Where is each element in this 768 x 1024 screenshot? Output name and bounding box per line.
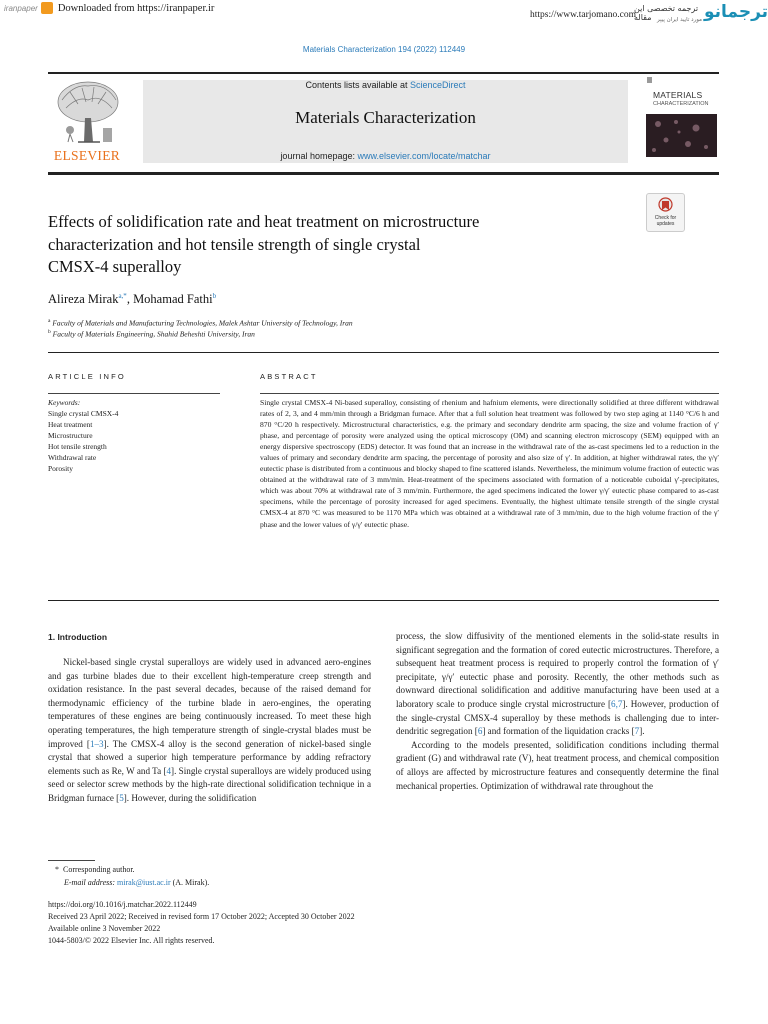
article-title [48,211,608,279]
header-top-rule [48,72,719,74]
introduction-heading: 1. Introduction [48,632,108,642]
cover-title: MATERIALS [653,90,703,100]
title-line: characterization and hot tensile strength of single crystal [48,234,421,254]
tarjomano-url[interactable]: https://www.tarjomano.com [530,10,636,20]
email-line [64,878,209,887]
journal-homepage-link[interactable]: www.elsevier.com/locate/matchar [357,151,491,161]
article-info-rule [48,393,220,394]
bookmark-icon [658,197,673,214]
abstract-bottom-rule [48,600,719,601]
citation-link[interactable]: 6,7 [611,698,623,709]
section-divider [48,352,719,353]
corresponding-author-note [55,865,135,874]
sciencedirect-link[interactable]: ScienceDirect [410,80,466,90]
paragraph-text: ]. Single crystal superalloys are widely produced using seed or selector screw methods by the high-rate directional solidification technique in a Bridgman furnace [ [48,765,371,803]
email-label: E-mail address: [64,878,116,887]
download-icon [41,2,53,14]
abstract-rule [260,393,719,394]
author-affiliation-mark[interactable]: b [212,292,217,300]
keywords-list [48,397,118,474]
contents-prefix: Contents lists available at [305,80,411,90]
keyword: Microstructure [48,431,93,440]
paragraph-text: ] and formation of the liquidation cracks [ [482,726,635,737]
tarjomano-tagline: ترجمه تخصصی این مقاله [634,4,699,22]
keyword: Single crystal CMSX-4 [48,409,119,418]
keyword: Porosity [48,464,74,473]
homepage-line [143,151,628,161]
keyword: Hot tensile strength [48,442,107,451]
iranpaper-banner[interactable] [4,2,214,14]
article-info-heading: ARTICLE INFO [48,372,126,381]
tarjomano-subtagline: مورد تایید ایران پیپر [657,17,702,23]
affiliation-mark: b [48,329,51,335]
paragraph-text: ]. [639,726,645,737]
tarjomano-banner[interactable] [634,2,768,28]
abstract-heading: ABSTRACT [260,372,318,381]
title-line: CMSX-4 superalloy [48,257,182,276]
doi-link[interactable]: https://doi.org/10.1016/j.matchar.2022.112449 [48,900,197,909]
body-column-left [48,656,371,806]
iranpaper-logo: iranpaper [4,3,38,13]
paragraph: According to the models presented, solidification conditions including thermal gradient (G) and withdrawal rate (V), heat treatment process, and chemical composition of alloys are affected by microstructure features and consequently determine the final mechanical properties. Optimization of withdrawal rate throughout the [396,739,719,791]
paragraph-text: Nickel-based single crystal superalloys are widely used in advanced aero-engines and gas turbine blades due to their excellent high-temperature creep strength and oxidation resistance. In the past several decades, because of the raised demand for thermodynamic efficiency of the turbine blade in aero-engines, the operating temperatures of these engines are being continuously increased. To meet these high operating temperatures, the high temperature strength of single-crystal blades must be improved [ [48,657,371,749]
cover-micrograph-image [646,114,717,157]
affiliation-text: Faculty of Materials and Manufacturing Technologies, Malek Ashtar University of Technology, Iran [52,318,353,328]
paragraph-text: ]. However, production of the single-crystal CMSX-4 superalloy by these methods is challenging due to inter-dendritic segregation [ [396,698,719,737]
citation-link[interactable]: 1–3 [89,738,104,749]
received-dates: Received 23 April 2022; Received in revised form 17 October 2022; Accepted 30 October 2022 [48,912,355,921]
elsevier-tree-logo [48,78,126,146]
tarjomano-logo: ترجمانو [704,2,768,22]
paragraph [396,630,719,739]
elsevier-wordmark: ELSEVIER [53,148,121,163]
citation-link[interactable]: 4 [166,765,172,776]
keywords-label: Keywords: [48,398,81,407]
author-separator: , [126,292,134,307]
check-for-updates-badge[interactable] [646,193,685,232]
author-affiliation-mark[interactable]: a,* [118,292,127,300]
keyword: Heat treatment [48,420,93,429]
journal-cover[interactable] [645,75,719,165]
copyright: 1044-5803/© 2022 Elsevier Inc. All rights reserved. [48,936,215,945]
email-owner: (A. Mirak). [170,878,210,887]
author-name[interactable]: Alireza Mirak [48,292,119,307]
footnote-rule [48,860,95,861]
abstract-text: Single crystal CMSX-4 Ni-based superalloy, consisting of rhenium and hafnium elements, were directionally solidified at three different withdrawal rates of 2, 3, and 4 mm/min through a Bridgman furnace. After that a full solution heat treatment was followed by two step aging at 1140 °C/6 h and 870 °C/20 h respectively. Microstructural characteristics, e.g. the primary and secondary dendrite arm spacing, the size and volume fraction of γ′ phase, and percentage of porosity were analyzed using the optical microscopy (OM) and scanning electron microscopy (SEM) equipped with an energy dispersive spectroscopy (EDS) detector. It was found that an increase in the withdrawal rate of the as-cast specimens led to a reduction in the values of primary and secondary dendrite arm spacing, the percentage of porosity and also size of γ′. In addition, at higher withdrawal rates, the γ/γ′ eutectic phase is distributed from a continuous and blocky shaped to fine scattered islands. Nevertheless, the minimum volume fraction of eutectic was obtained at the withdrawal rate of 3 mm/min. Heat-treatment of the specimens associated with formation of a noticeable cuboidal γ′-precipitates, which was about 70% at withdrawal rate of 3 mm/min. Furthermore, the aged specimens indicated the lower γ/γ′ eutectic phase compared to as-cast specimens, while the percentage of porosity increased for aged specimens. Eventually, the highest ultimate tensile strength of the single crystal CMSX-4 at 870 °C was measured to be 1170 MPa which was obtained at a withdrawal rate of 3 mm/min, due to the high volume fraction of the γ′ phase and the lower values of γ/γ′ eutectic phase. [260,398,719,529]
available-online: Available online 3 November 2022 [48,924,161,933]
contents-line [143,80,628,90]
author-name[interactable]: Mohamad Fathi [133,292,213,307]
paragraph-text: ]. The CMSX-4 alloy is the second generation of nickel-based single crystal that showed a superior high temperature performance by adding refractory elements such as Re, W and Ta [ [48,738,371,776]
author-list [48,292,216,307]
footnote-star: * [55,865,59,874]
paragraph [48,656,371,806]
journal-citation[interactable]: Materials Characterization 194 (2022) 112449 [302,45,466,54]
title-line: Effects of solidification rate and heat treatment on microstructure [48,212,480,231]
affiliation-mark: a [48,318,51,324]
journal-name: Materials Characterization [295,108,476,127]
affiliation-a [48,318,353,328]
homepage-prefix: journal homepage: [280,151,358,161]
header-bottom-rule [48,172,719,175]
paragraph-text: process, the slow diffusivity of the mentioned elements in the solid-state results in significant segregation and the formation of cored eutectic microstructures. Therefore, a subsequent heat treatment process is required to properly control the formation of γ′ precipitate, γ/γ′ eutectic phase and porosity. Recently, the other methods such as downward directional solidification and additive manufacturing have been used at a laboratory scale to produce single crystal microstructure [ [396,631,719,709]
cover-subtitle: CHARACTERIZATION [653,101,709,107]
body-column-right [396,630,719,793]
citation-link[interactable]: 6 [477,726,483,737]
corresponding-label: Corresponding author. [63,865,135,874]
paragraph-text: ]. However, during the solidification [123,792,257,803]
citation-link[interactable]: 5 [119,792,124,803]
citation-link[interactable]: 7 [634,726,640,737]
keyword: Withdrawal rate [48,453,97,462]
email-link[interactable]: mirak@iust.ac.ir [117,878,171,887]
affiliation-b [48,329,255,339]
cover-publisher-mark [647,77,652,83]
check-for-updates-label: Check for updates [654,215,677,227]
affiliation-text: Faculty of Materials Engineering, Shahid Beheshti University, Iran [52,329,255,339]
downloaded-from-text[interactable]: Downloaded from https://iranpaper.ir [57,2,215,14]
